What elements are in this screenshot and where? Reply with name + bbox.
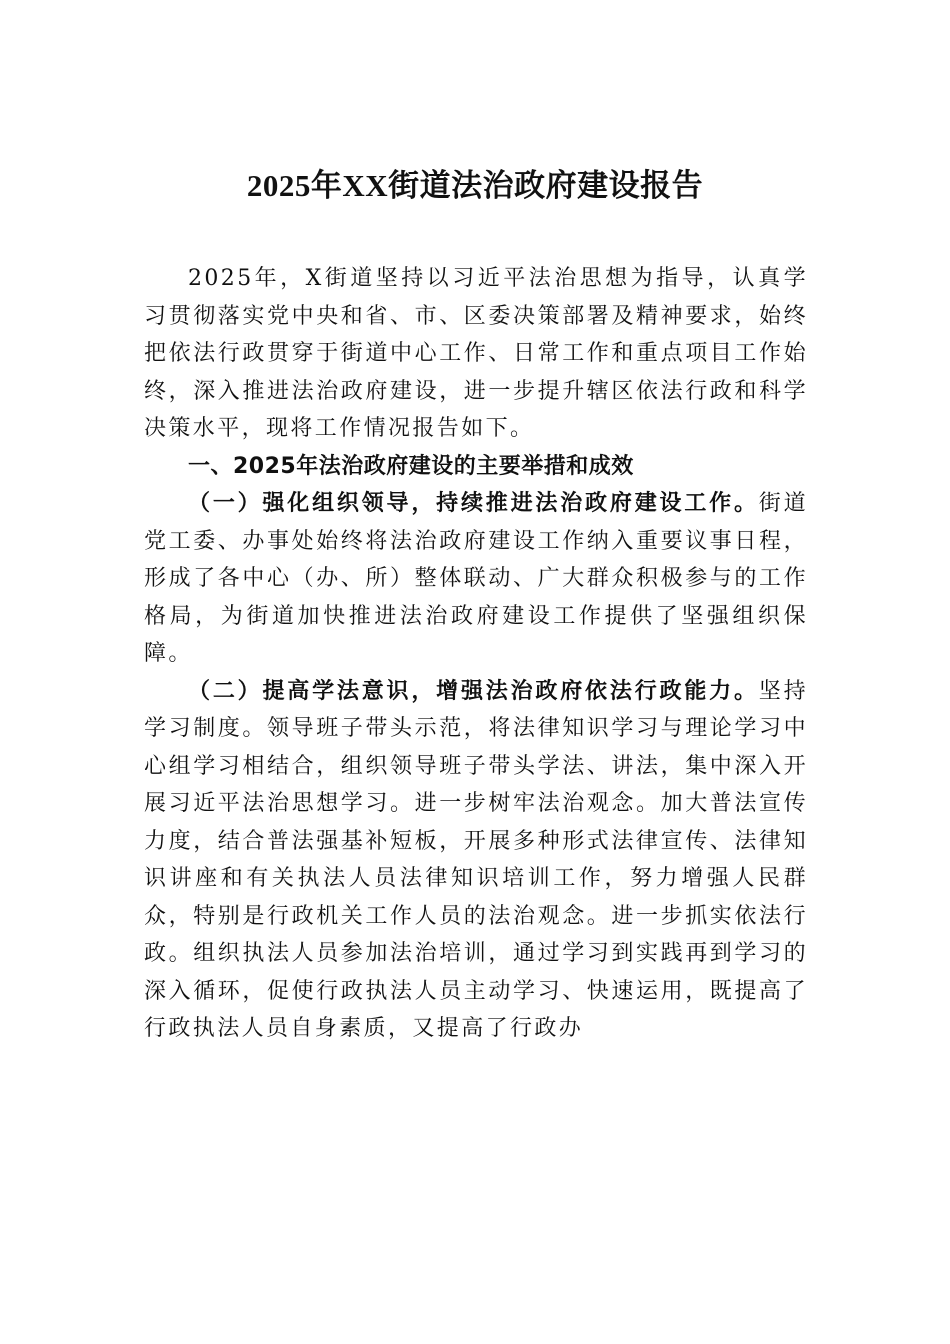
document-body bbox=[144, 260, 808, 1048]
document-title: 2025年XX街道法治政府建设报告 bbox=[246, 168, 704, 203]
item-1-text: 街道党工委、办事处始终将法治政府建设工作纳入重要议事日程，形成了各中心（办、所）整体联动、广大群众积极参与的工作格局，为街道加快推进法治政府建设工作提供了坚强组织保障。 bbox=[144, 491, 808, 666]
section-heading-1: 一、2025年法治政府建设的主要举措和成效 bbox=[188, 453, 634, 479]
item-paragraph-2 bbox=[144, 673, 808, 1048]
item-1-lead: （一）强化组织领导，持续推进法治政府建设工作。 bbox=[188, 490, 759, 516]
intro-paragraph: 2025年，X街道坚持以习近平法治思想为指导，认真学习贯彻落实党中央和省、市、区委决策部署及精神要求，始终把依法行政贯穿于街道中心工作、日常工作和重点项目工作始终，深入推进法治政府建设，进一步提升辖区依法行政和科学决策水平，现将工作情况报告如下。 bbox=[144, 266, 808, 441]
item-2-text: 坚持学习制度。领导班子带头示范，将法律知识学习与理论学习中心组学习相结合，组织领导班子带头学法、讲法，集中深入开展习近平法治思想学习。进一步树牢法治观念。加大普法宣传力度，结合普法强基补短板，开展多种形式法律宣传、法律知识讲座和有关执法人员法律知识培训工作，努力增强人民群众，特别是行政机关工作人员的法治观念。进一步抓实依法行政。组织执法人员参加法治培训，通过学习到实践再到学习的深入循环，促使行政执法人员主动学习、快速运用，既提高了行政执法人员自身素质，又提高了行政办 bbox=[144, 678, 808, 1041]
item-2-lead: （二）提高学法意识，增强法治政府依法行政能力。 bbox=[188, 677, 759, 704]
item-paragraph-1 bbox=[144, 485, 808, 673]
